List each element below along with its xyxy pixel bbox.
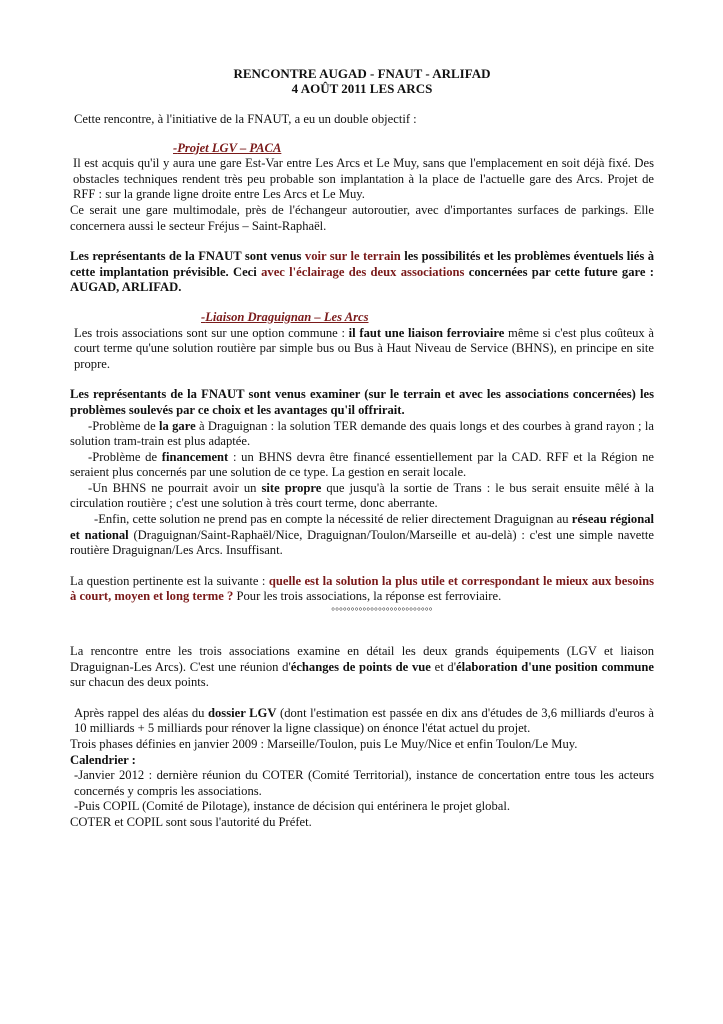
text: même si c'est plus coûteux à court terme qu'une solution routière par simple bus ou Bus à Haut Niveau de Service (BHNS), en principe en site propre. xyxy=(74,325,655,371)
bold-text: Les représentants de la FNAUT sont venus examiner (sur le terrain et avec les associations concernées) les problèmes soulevés par ce choix et les avantages qu'il offrirait. xyxy=(70,387,654,417)
bold-text: financement xyxy=(161,449,229,464)
section-1-heading xyxy=(70,141,654,157)
text: -Un BHNS ne pourrait avoir un xyxy=(88,480,262,495)
text: Pour les trois associations, la réponse est ferroviaire. xyxy=(233,589,502,604)
text: que jusqu'à la sortie de Trans : le bus serait ensuite mêlé à la circulation routière ; c'est une solution à très court terme, donc aberrante. xyxy=(70,480,655,511)
highlight-text: voir sur le terrain xyxy=(304,249,401,264)
bold-text: la gare xyxy=(159,418,196,433)
heading-dash: - xyxy=(173,140,178,155)
separator-line: °°°°°°°°°°°°°°°°°°°°°°°°°° xyxy=(331,606,433,617)
meeting-paragraph xyxy=(70,644,654,691)
bold-text: réseau régional et national xyxy=(70,512,654,542)
bold-text: échanges de points de vue xyxy=(290,659,431,674)
text: La rencontre entre les trois associations examine en détail les deux grands équipements (LGV et liaison Draguignan-Les Arcs). C'est une réunion d' xyxy=(70,644,654,674)
phases-paragraph: Trois phases définies en janvier 2009 : Marseille/Toulon, puis Le Muy/Nice et enfin Toulon/Le Muy. xyxy=(70,737,578,751)
text: à Draguignan : la solution TER demande des quais longs et des courbes à grand rayon ; la solution tram-train est plus adaptée. xyxy=(70,418,654,449)
document-title xyxy=(70,66,654,96)
text: sur chacun des deux points. xyxy=(70,675,209,690)
problem-gare xyxy=(70,419,654,450)
heading-dash: - xyxy=(201,309,206,324)
problem-financement xyxy=(70,450,654,481)
text: et d' xyxy=(430,659,456,674)
bold-text: concernées par cette future gare : AUGAD, ARLIFAD. xyxy=(70,264,654,295)
text: -Problème de xyxy=(88,418,159,433)
text: (Draguignan/Saint-Raphaël/Nice, Draguignan/Toulon/Marseille et au-delà) : c'est une simple navette routière Draguignan/Les Arcs. Insuffisant. xyxy=(70,527,654,558)
bold-text: dossier LGV xyxy=(208,705,277,720)
calendar-label: Calendrier : xyxy=(70,752,136,767)
lgv-paragraph-2: Ce serait une gare multimodale, près de l'échangeur autoroutier, avec d'importantes surfaces de parkings. Elle concernera aussi le secteur Fréjus – Saint-Raphaël. xyxy=(70,202,654,233)
calendar-item-1: -Janvier 2012 : dernière réunion du COTER (Comité Territorial), instance de concertation entre tous les acteurs concernés y compris les associations. xyxy=(74,768,654,798)
lgv-paragraph-1: Il est acquis qu'il y aura une gare Est-Var entre Les Arcs et Le Muy, sans que l'emplacement en soit déjà fixé. Des obstacles techniques rendent très peu probable son implantation à la place de l'actuelle gare des Arcs. Projet de RFF : sur la grande ligne droite entre Les Arcs et Le Muy. xyxy=(73,156,654,202)
text: -Enfin, cette solution ne prend pas en compte la nécessité de relier directement Draguignan au xyxy=(94,512,572,527)
intro-paragraph: Cette rencontre, à l'initiative de la FNAUT, a eu un double objectif : xyxy=(74,112,417,126)
calendar-item-3: COTER et COPIL sont sous l'autorité du Préfet. xyxy=(70,814,312,829)
highlight-text: quelle est la solution la plus utile et correspondant le mieux aux besoins à court, moyen et long terme ? xyxy=(70,573,654,604)
title-line-2: 4 AOÛT 2011 LES ARCS xyxy=(291,81,433,96)
text: -Problème de xyxy=(88,449,162,464)
text: Les trois associations sont sur une option commune : xyxy=(74,325,349,340)
document-page xyxy=(70,66,654,831)
bold-text: élaboration d'une position commune xyxy=(456,659,654,674)
problem-reseau xyxy=(70,512,654,559)
problem-site-propre xyxy=(70,481,654,512)
text: : un BHNS devra être financé essentiellement par la CAD. RFF et la Région ne seraient plus concernés par une solution de ce type. La gestion en serait locale. xyxy=(70,449,654,480)
text: Après rappel des aléas du xyxy=(74,705,208,720)
bold-text: Les représentants de la FNAUT sont venus xyxy=(70,249,305,264)
bold-text: site propre xyxy=(261,480,322,495)
liaison-fnaut-intro xyxy=(70,387,654,418)
bold-text: les possibilités et les problèmes éventuels liés à cette implantation prévisible. Ceci xyxy=(70,249,654,279)
bold-text: il faut une liaison ferroviaire xyxy=(348,325,505,340)
calendar-item-2: -Puis COPIL (Comité de Pilotage), instance de décision qui entérinera le projet global. xyxy=(74,799,511,814)
lgv-dossier-paragraph xyxy=(70,706,654,737)
heading-lgv-paca: Projet LGV – PACA xyxy=(177,140,282,155)
lgv-fnaut-paragraph xyxy=(70,249,654,296)
title-line-1: RENCONTRE AUGAD - FNAUT - ARLIFAD xyxy=(233,66,491,81)
liaison-paragraph-1 xyxy=(70,326,654,373)
text: La question pertinente est la suivante : xyxy=(70,573,269,588)
question-paragraph xyxy=(70,574,654,605)
heading-liaison: Liaison Draguignan – Les Arcs xyxy=(205,309,369,324)
highlight-text: avec l'éclairage des deux associations xyxy=(261,264,465,279)
text: (dont l'estimation est passée en dix ans d'études de 3,6 milliards d'euros à 10 milliards + 5 milliards pour rénover la ligne classique) on énonce l'état actuel du projet. xyxy=(74,705,654,736)
section-2-heading xyxy=(70,310,654,326)
